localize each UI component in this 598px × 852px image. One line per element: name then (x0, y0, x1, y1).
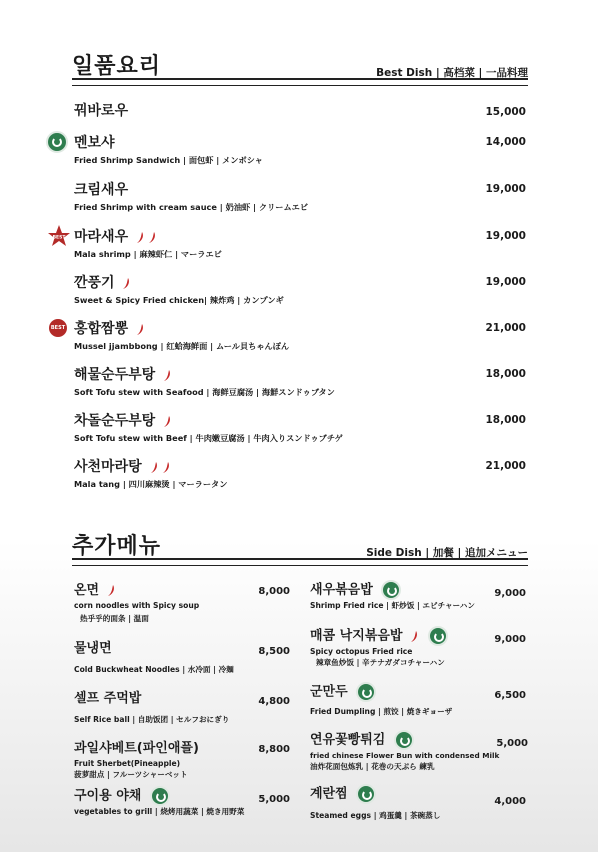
item-name: 새우볶음밥 (310, 582, 373, 598)
item-name: 계란찜 (310, 786, 348, 802)
item-name: 깐풍기 (74, 275, 115, 291)
side-item (74, 640, 290, 675)
item-description: Fried Shrimp Sandwich | 面包虾 | メンボシャ (74, 155, 263, 165)
side-item (74, 740, 290, 780)
item-price: 4,800 (258, 696, 290, 707)
item-description: Spicy octopus Fried rice (310, 647, 413, 656)
chili-icon (136, 323, 145, 336)
item-name: 크림새우 (74, 182, 129, 198)
item-description: Soft Tofu stew with Beef | 牛肉嫩豆腐汤 | 牛肉入りスンドゥブチゲ (74, 433, 343, 443)
menu-item (74, 102, 526, 120)
chili-icon (150, 461, 159, 474)
item-price: 9,000 (494, 588, 526, 599)
item-description: Self Rice ball | 自助饭团 | セルフおにぎり (74, 715, 230, 724)
item-description: Fruit Sherbet(Pineapple) (74, 759, 181, 768)
item-description-2: 辣章鱼炒饭 | 辛テナガダコチャーハン (316, 658, 445, 667)
section-divider (72, 558, 528, 566)
menu-item (74, 134, 526, 166)
item-price: 21,000 (485, 322, 526, 334)
chili-icon (148, 231, 157, 244)
item-name: 매콤 낙지볶음밥 (310, 628, 403, 644)
item-description: Mussel jjambbong | 红蛤海鲜面 | ムール貝ちゃんぽん (74, 341, 290, 351)
item-name-row (74, 320, 526, 338)
item-description-2: 油炸花面包炼乳 | 花巻の天ぷら 練乳 (310, 762, 435, 771)
item-name: 멘보샤 (74, 135, 115, 151)
menu-item (74, 228, 526, 260)
chili-icon (136, 231, 145, 244)
best-section-header (72, 48, 528, 86)
item-description: Fried Shrimp with cream sauce | 奶油虾 | クリームエビ (74, 202, 309, 212)
menu-item (74, 181, 526, 213)
side-section-title: 추가메뉴 (72, 534, 162, 559)
side-section-header (72, 528, 528, 566)
item-name: 연유꽃빵튀김 (310, 732, 386, 748)
item-name: 군만두 (310, 684, 348, 700)
item-name-row (74, 366, 526, 384)
item-price: 5,000 (496, 738, 528, 749)
side-item (74, 690, 290, 725)
item-price: 9,000 (494, 634, 526, 645)
best-badge-icon: BEST (49, 319, 67, 337)
halal-badge-icon (356, 682, 376, 702)
item-name: 온면 (74, 583, 100, 598)
item-price: 8,000 (258, 586, 290, 597)
item-description: Soft Tofu stew with Seafood | 海鲜豆腐汤 | 海鮮スンドゥブタン (74, 387, 335, 397)
halal-badge-icon (428, 626, 448, 646)
item-price: 21,000 (485, 460, 526, 472)
menu-item (74, 412, 526, 444)
item-name: 차돌순두부탕 (74, 413, 156, 429)
item-name: 사천마라탕 (74, 459, 142, 475)
halal-badge-icon (356, 784, 376, 804)
item-price: 15,000 (485, 106, 526, 118)
menu-item (74, 458, 526, 490)
item-name: 마라새우 (74, 229, 129, 245)
item-name-row (74, 458, 526, 476)
best-star-icon (47, 224, 71, 248)
chili-icon (162, 461, 171, 474)
side-item (74, 582, 290, 624)
item-price: 4,000 (494, 796, 526, 807)
item-description: Mala shrimp | 麻辣虾仁 | マーラエビ (74, 249, 222, 259)
best-section-subtitle: Best Dish | 高档菜 | 一品料理 (376, 67, 528, 79)
halal-badge-icon (394, 730, 414, 750)
chili-icon (163, 369, 172, 382)
item-description: Sweet & Spicy Fried chicken| 辣炸鸡 | カンプンギ (74, 295, 284, 305)
side-item (310, 626, 526, 668)
chili-icon (410, 630, 419, 643)
menu-item (74, 320, 526, 352)
item-name-row (74, 412, 526, 430)
item-description: fried chinese Flower Bun with condensed Milk (310, 751, 500, 760)
chili-icon (107, 584, 116, 597)
item-price: 14,000 (485, 136, 526, 148)
item-name: 물냉면 (74, 641, 112, 656)
item-price: 6,500 (494, 690, 526, 701)
item-name: 과일샤베트(파인애플) (74, 741, 199, 756)
item-price: 19,000 (485, 230, 526, 242)
chili-icon (163, 415, 172, 428)
item-price: 5,000 (258, 794, 290, 805)
side-item (74, 786, 290, 817)
item-name: 홍합짬뽕 (74, 321, 129, 337)
side-item (310, 580, 526, 611)
item-name: 꿔바로우 (74, 103, 129, 119)
menu-item (74, 366, 526, 398)
item-description: Cold Buckwheat Noodles | 水冷面 | 冷麺 (74, 665, 234, 674)
item-description: Steamed eggs | 鸡蛋羹 | 茶碗蒸し (310, 811, 441, 820)
side-section-subtitle: Side Dish | 加餐 | 追加メニュー (366, 547, 528, 559)
item-price: 18,000 (485, 368, 526, 380)
menu-item (74, 274, 526, 306)
item-name-row (74, 228, 526, 246)
item-description-2: 菠萝甜点 | フルーツシャーベット (74, 770, 188, 779)
item-description: Shrimp Fried rice | 虾炒饭 | エビチャーハン (310, 601, 475, 610)
section-divider (72, 78, 528, 86)
svg-text:BEST: BEST (52, 235, 66, 241)
item-price: 19,000 (485, 276, 526, 288)
chili-icon (122, 277, 131, 290)
item-price: 8,500 (258, 646, 290, 657)
halal-badge-icon (46, 131, 68, 157)
item-description: vegetables to grill | 烧烤用蔬菜 | 焼き用野菜 (74, 807, 245, 816)
item-description: Mala tang | 四川麻辣烫 | マーラータン (74, 479, 228, 489)
halal-badge-icon (381, 580, 401, 600)
item-name: 해물순두부탕 (74, 367, 156, 383)
halal-badge-icon (150, 786, 170, 806)
item-description: Fried Dumpling | 煎饺 | 焼きギョーザ (310, 707, 453, 716)
side-item (310, 784, 526, 821)
side-item (310, 730, 528, 772)
item-description: corn noodles with Spicy soup (74, 601, 200, 610)
item-description-2: 热乎乎的面条 | 温面 (80, 614, 149, 623)
best-section-title: 일품요리 (72, 54, 162, 79)
item-price: 18,000 (485, 414, 526, 426)
item-name: 구이용 야채 (74, 788, 142, 804)
side-item (310, 682, 526, 717)
item-price: 19,000 (485, 183, 526, 195)
item-price: 8,800 (258, 744, 290, 755)
item-name-row (74, 274, 526, 292)
item-name-row (310, 730, 528, 750)
item-name: 셀프 주먹밥 (74, 691, 142, 706)
